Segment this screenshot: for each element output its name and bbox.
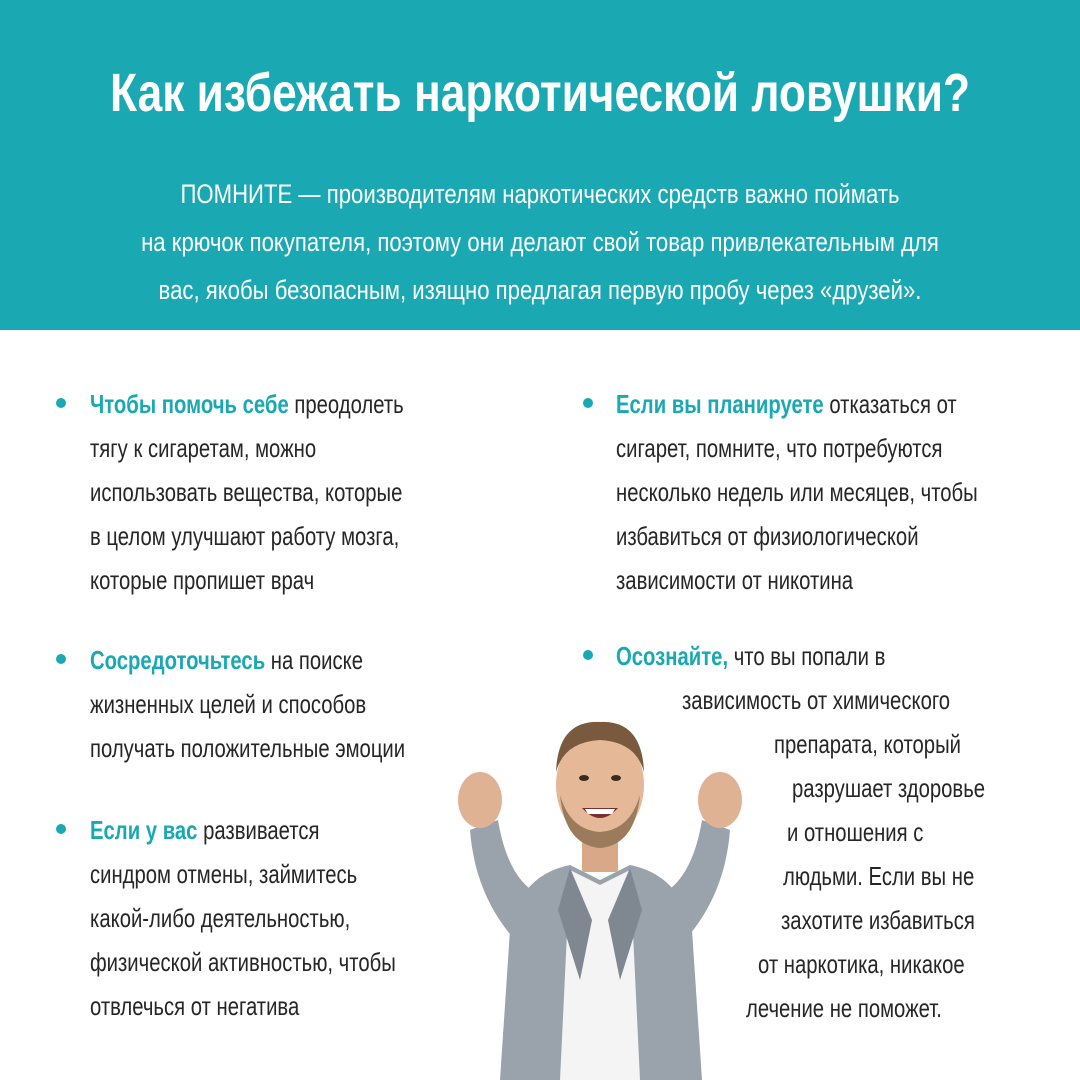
intro-line: ПОМНИТЕ — производителям наркотических средств важно поймать <box>180 179 900 209</box>
tip-line: несколько недель или месяцев, чтобы <box>616 477 978 507</box>
tip-line: синдром отмены, займитесь <box>90 859 358 889</box>
tip-line-text: захотите избавиться <box>781 905 975 935</box>
tip-line-text: от наркотика, никакое <box>758 949 965 979</box>
tip-line: получать положительные эмоции <box>90 733 406 763</box>
bullet-dot <box>583 650 593 660</box>
intro-line: на крючок покупателя, поэтому они делают свой товар привлекательным для <box>141 227 939 257</box>
tip-line: которые пропишет врач <box>90 565 315 595</box>
tip-item <box>90 808 482 1028</box>
tip-line: отвлечься от негатива <box>90 991 300 1021</box>
bullet-dot <box>56 398 66 408</box>
tip-line <box>787 810 962 854</box>
tip-line: в целом улучшают работу мозга, <box>90 521 400 551</box>
tip-line <box>781 898 1030 942</box>
tip-highlight: Осознайте, <box>616 641 729 671</box>
tip-line <box>746 986 997 1030</box>
intro-text <box>114 170 967 314</box>
tip-highlight: Если вы планируете <box>616 389 824 419</box>
tip-line: избавиться от физиологической <box>616 521 919 551</box>
tip-highlight: Чтобы помочь себе <box>90 389 289 419</box>
bullet-dot <box>56 824 66 834</box>
header-banner <box>0 0 1080 330</box>
tip-line: тягу к сигаретам, можно <box>90 433 317 463</box>
tip-text: что вы попали в <box>728 641 886 671</box>
tip-text: отказаться от <box>823 389 957 419</box>
tip-line-text: разрушает здоровье <box>792 773 986 803</box>
tip-highlight: Сосредоточьтесь <box>90 645 266 675</box>
tip-line <box>758 942 1023 986</box>
tip-highlight: Если у вас <box>90 815 198 845</box>
tip-text: развивается <box>197 815 320 845</box>
tip-line: какой-либо деятельностью, <box>90 903 351 933</box>
tip-line-text: зависимость от химического <box>682 685 951 715</box>
tip-line <box>783 854 1028 898</box>
intro-line: вас, якобы безопасным, изящно предлагая первую пробу через «друзей». <box>158 275 922 305</box>
tip-line: зависимости от никотина <box>616 565 854 595</box>
tip-item <box>616 634 961 678</box>
tip-line-text: препарата, который <box>774 729 961 759</box>
tip-line: жизненных целей и способов <box>90 689 367 719</box>
tip-line <box>774 722 1014 766</box>
tip-line-text: и отношения с <box>787 817 924 847</box>
bullet-dot <box>56 654 66 664</box>
page-title: Как избежать наркотической ловушки? <box>109 63 971 123</box>
tip-text: преодолеть <box>288 389 404 419</box>
tip-item <box>90 382 492 602</box>
tip-line <box>792 766 1039 810</box>
tip-line: сигарет, помните, что потребуются <box>616 433 943 463</box>
tip-line: физической активностью, чтобы <box>90 947 396 977</box>
tip-line-text: людьми. Если вы не <box>783 861 975 891</box>
man-photo <box>440 680 760 1080</box>
tip-item <box>616 382 1080 602</box>
tip-line-text: лечение не поможет. <box>746 993 942 1023</box>
tip-text: на поиске <box>265 645 364 675</box>
tip-line: использовать вещества, которые <box>90 477 403 507</box>
tip-item <box>90 638 494 770</box>
bullet-dot <box>583 398 593 408</box>
